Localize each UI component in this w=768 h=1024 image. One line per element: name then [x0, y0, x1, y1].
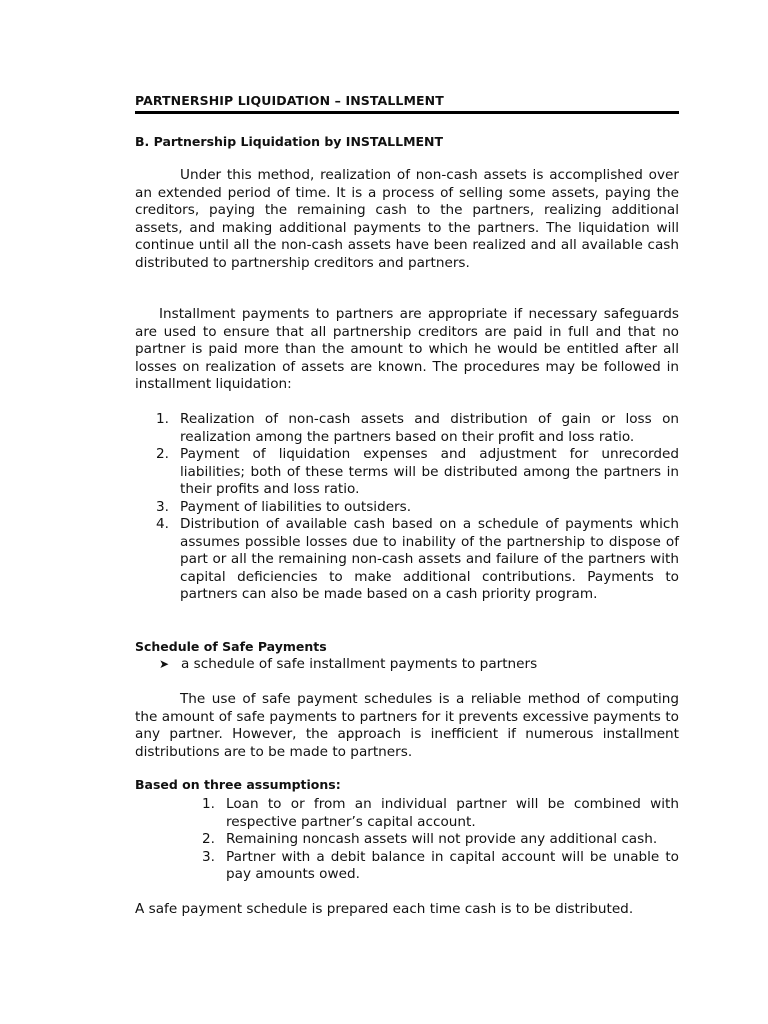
- list-item: [156, 411, 679, 446]
- list-item-number: 3.: [156, 498, 169, 515]
- list-item-text: Partner with a debit balance in capital account will be unable to pay amounts owed.: [226, 848, 679, 882]
- safe-payments-title: Schedule of Safe Payments: [135, 639, 327, 654]
- list-item-number: 3.: [202, 848, 215, 865]
- list-item: [202, 796, 679, 831]
- list-item-text: Payment of liabilities to outsiders.: [180, 498, 412, 515]
- list-item-number: 1.: [202, 796, 215, 812]
- list-item: [202, 849, 679, 884]
- list-item-number: 1.: [156, 411, 169, 427]
- list-item: [156, 516, 679, 604]
- page-header-title: PARTNERSHIP LIQUIDATION – INSTALLMENT: [135, 93, 444, 108]
- bullet-text: a schedule of safe installment payments to partners: [181, 656, 538, 672]
- list-item: [156, 499, 679, 517]
- header-divider: [135, 111, 679, 114]
- assumptions-title: Based on three assumptions:: [135, 777, 341, 792]
- list-item-text: Realization of non-cash assets and distribution of gain or loss on realization among the partners based on their profit and loss ratio.: [180, 411, 679, 445]
- list-item-text: Loan to or from an individual partner will be combined with respective partner’s capital account.: [226, 796, 679, 830]
- safe-payments-paragraph: The use of safe payment schedules is a reliable method of computing the amount of safe payments to partners for it prevents excessive payments to any partner. However, the approach is inefficient if numerous installment distributions are to be made to partners.: [135, 691, 679, 760]
- section-b-title: B. Partnership Liquidation by INSTALLMENT: [135, 134, 444, 149]
- assumptions-list: [202, 796, 679, 884]
- section-b-paragraph-1: Under this method, realization of non-cash assets is accomplished over an extended period of time. It is a process of selling some assets, paying the creditors, paying the remaining cash to the partners, realizing additional assets, and making additional payments to the partners. The liquidation will continue until all the non-cash assets have been realized and all available cash distributed to partnership creditors and partners.: [135, 167, 679, 271]
- list-item-number: 4.: [156, 516, 169, 532]
- arrow-bullet-icon: ➤: [159, 657, 170, 671]
- list-item-text: Distribution of available cash based on a schedule of payments which assumes possible losses due to inability of the partnership to dispose of part or all the remaining non-cash assets and failure of the partners with capital deficiencies to make additional contributions. Payments to partners can also be made based on a cash priority program.: [180, 516, 679, 602]
- closing-sentence: A safe payment schedule is prepared each time cash is to be distributed.: [135, 901, 634, 917]
- list-item-text: Payment of liquidation expenses and adjustment for unrecorded liabilities; both of these terms will be distributed among the partners in their profits and loss ratio.: [180, 446, 679, 497]
- list-item-text: Remaining noncash assets will not provide any additional cash.: [226, 831, 658, 847]
- list-item-number: 2.: [156, 446, 169, 462]
- list-item: [202, 831, 679, 849]
- section-b-paragraph-2: Installment payments to partners are appropriate if necessary safeguards are used to ensure that all partnership creditors are paid in full and that no partner is paid more than the amount to which he would be entitled after all losses on realization of assets are known. The procedures may be followed in installment liquidation:: [135, 306, 679, 392]
- list-item-number: 2.: [202, 831, 215, 847]
- list-item: [156, 446, 679, 499]
- procedures-list: [156, 411, 679, 604]
